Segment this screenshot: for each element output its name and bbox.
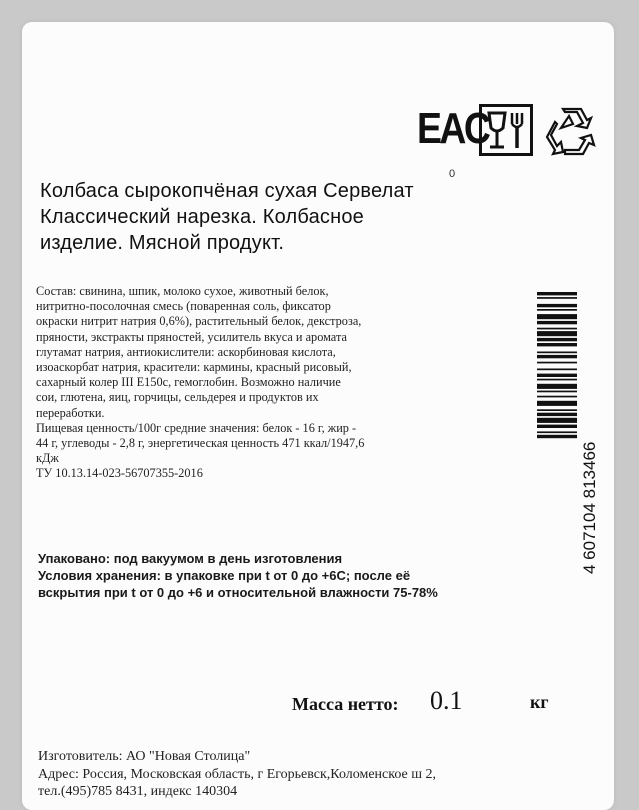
storage-conditions-continued: вскрытия при t от 0 до +6 и относительной влажности 75-78% xyxy=(38,585,438,600)
barcode-bar xyxy=(537,384,577,389)
storage-block xyxy=(38,550,598,601)
barcode-bar xyxy=(537,391,577,393)
barcode-number: 4 607104 813466 xyxy=(580,441,599,574)
title-line: изделие. Мясной продукт. xyxy=(40,232,285,254)
product-title xyxy=(40,178,480,256)
manufacturer-name: Изготовитель: АО "Новая Столица" xyxy=(38,749,251,764)
barcode-bar xyxy=(537,304,577,307)
barcode-bar xyxy=(537,379,577,381)
barcode-bar xyxy=(537,292,577,295)
barcode-bar xyxy=(537,297,577,299)
net-weight xyxy=(292,686,592,716)
eac-sub-text: 0 xyxy=(449,168,456,180)
barcode-bar xyxy=(537,413,577,416)
barcode-bar xyxy=(537,321,577,324)
composition-block xyxy=(36,284,516,482)
barcode-bar xyxy=(537,431,577,433)
certification-marks xyxy=(417,84,617,180)
barcode xyxy=(537,290,607,574)
barcode-bar xyxy=(537,309,577,311)
nutrition-line: кДж xyxy=(36,451,59,466)
composition-line: переработки. xyxy=(36,405,105,420)
nutrition-line: Пищевая ценность/100г средние значения: белок - 16 г, жир - xyxy=(36,420,357,435)
barcode-bar xyxy=(537,338,577,341)
manufacturer-block xyxy=(38,748,598,801)
barcode-bar xyxy=(537,425,577,428)
title-line: Классический нарезка. Колбасное xyxy=(40,206,364,228)
barcode-bar xyxy=(537,355,577,358)
recycle-icon xyxy=(543,104,601,160)
composition-line: изоаскорбат натрия, красители: кармины, красный рисовый, xyxy=(36,360,352,375)
product-label xyxy=(22,22,614,810)
barcode-bar xyxy=(537,374,577,377)
net-weight-value: 0.1 xyxy=(430,686,463,715)
packing-info: Упаковано: под вакуумом в день изготовления xyxy=(38,551,343,566)
barcode-bar xyxy=(537,418,577,423)
barcode-bar xyxy=(537,362,577,364)
manufacturer-contacts: тел.(495)785 8431, индекс 140304 xyxy=(38,784,238,799)
net-weight-unit: кг xyxy=(530,692,549,712)
barcode-bar xyxy=(537,409,577,411)
barcode-bar xyxy=(537,343,577,346)
barcode-bar xyxy=(537,435,577,438)
manufacturer-address: Адрес: Россия, Московская область, г Егорьевск,Коломенское ш 2, xyxy=(38,766,437,782)
barcode-bar xyxy=(537,328,577,330)
barcode-bar xyxy=(537,369,577,371)
eac-mark-icon: EAC xyxy=(417,104,489,153)
composition-line: сои, глютена, яиц, горчицы, сельдерея и продуктов их xyxy=(36,390,319,405)
barcode-bar xyxy=(537,396,577,398)
nutrition-line: 44 г, углеводы - 2,8 г, энергетическая ценность 471 ккал/1947,6 xyxy=(36,436,365,451)
net-weight-label: Масса нетто: xyxy=(292,694,399,714)
spec-line: ТУ 10.13.14-023-56707355-2016 xyxy=(36,466,203,481)
food-safe-glass-fork-icon xyxy=(479,104,533,156)
composition-line: пряности, экстракты пряностей, усилитель вкуса и аромата xyxy=(36,329,347,344)
barcode-bar xyxy=(537,352,577,354)
composition-line: глутамат натрия, антиокислители: аскорбиновая кислота, xyxy=(36,344,336,359)
composition-line: окраски нитрит натрия 0,6%), растительный белок, декстроза, xyxy=(36,314,362,329)
storage-conditions: Условия хранения: в упаковке при t от 0 до +6С; после её xyxy=(38,568,411,583)
barcode-bar xyxy=(537,314,577,319)
composition-line: нитритно-посолочная смесь (поваренная соль, фиксатор xyxy=(36,299,331,314)
barcode-bar xyxy=(537,331,577,336)
title-line: Колбаса сырокопчёная сухая Сервелат xyxy=(40,180,414,202)
composition-line: сахарный колер III Е150с, гемоглобин. Возможно наличие xyxy=(36,375,341,390)
barcode-bar xyxy=(537,401,577,406)
composition-line: Состав: свинина, шпик, молоко сухое, животный белок, xyxy=(36,284,329,298)
